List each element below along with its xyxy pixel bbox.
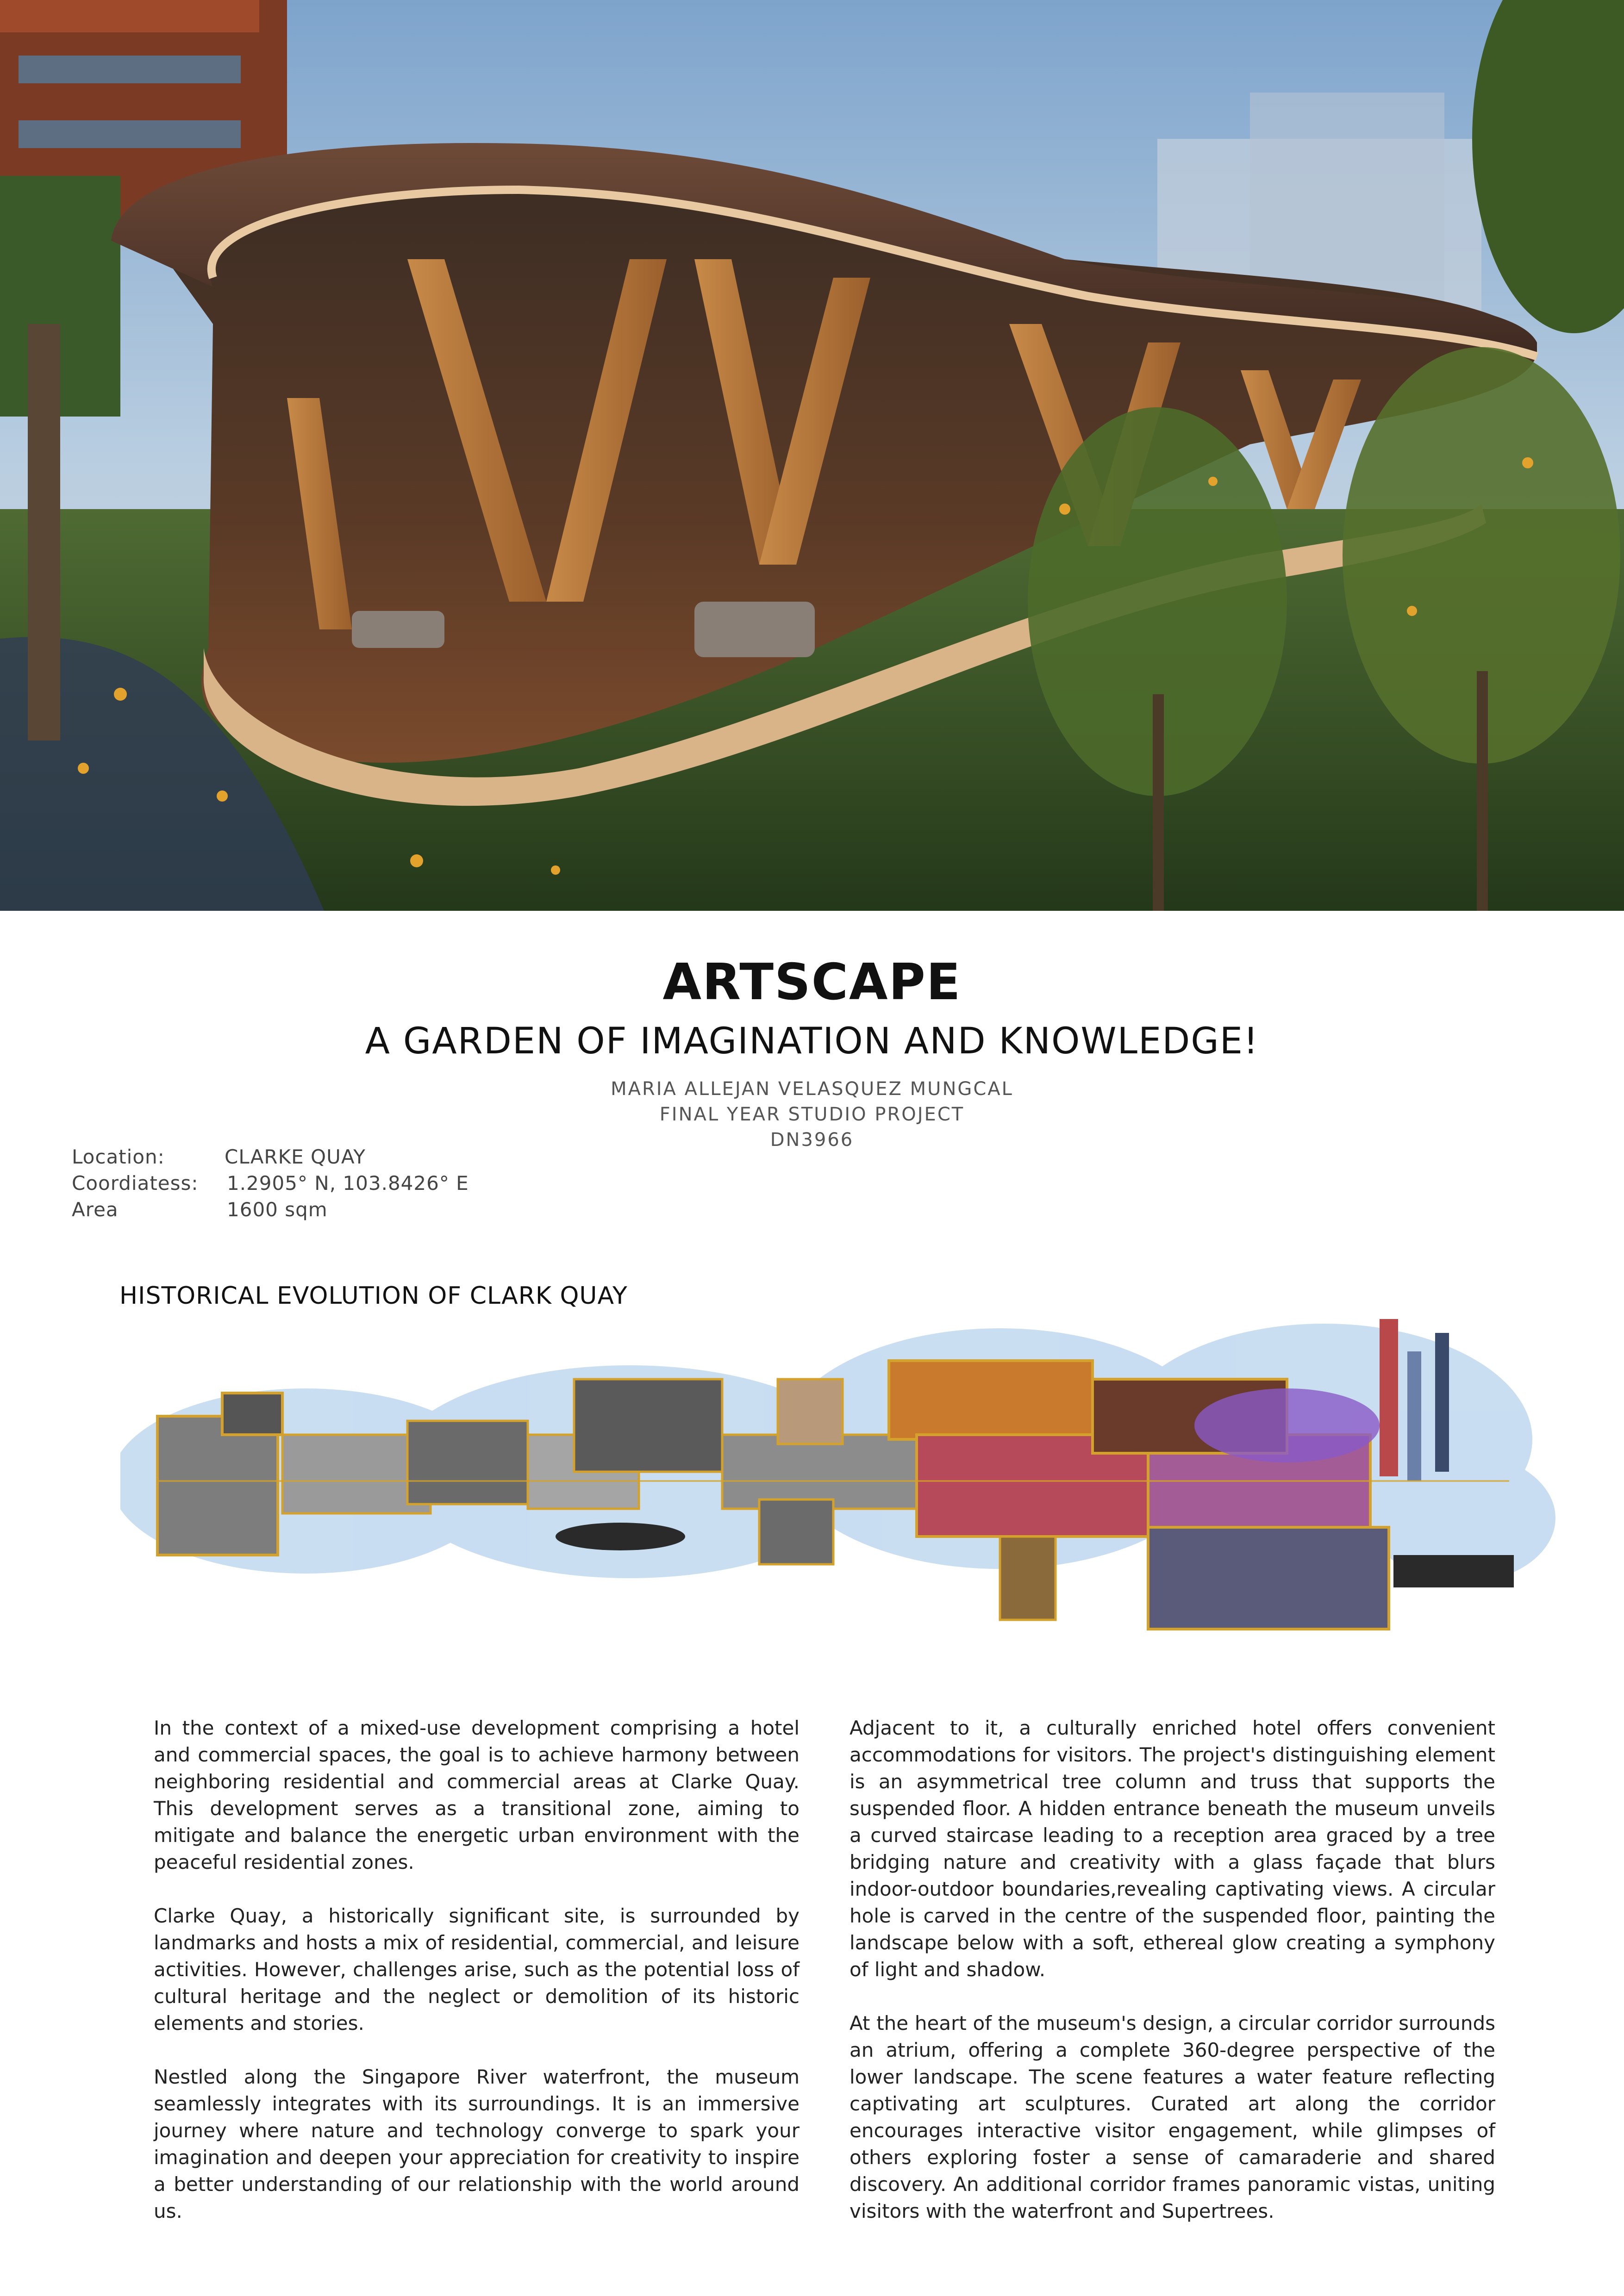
paragraph-site-history: Clarke Quay, a historically significant site, is surrounded by landmarks and hosts a mix of residential, commercial, and leisure activities. However, challenges arise, such as the potential loss of cultural heritage and the neglect or demolition of its historic elements and stories. <box>154 1904 800 2035</box>
paragraph-context: In the context of a mixed-use development comprising a hotel and commercial spaces, the goal is to achieve harmony between neighboring residential and commercial areas at Clarke Quay. This development serves as a transitional zone, aiming to mitigate and balance the energetic urban environment with the peaceful residential zones. <box>154 1717 800 1873</box>
coordinates-value: 1.2905° N, 103.8426° E <box>227 1172 469 1195</box>
location-value: CLARKE QUAY <box>225 1145 366 1168</box>
body-right-column <box>849 1715 1495 2252</box>
paragraph-waterfront: Nestled along the Singapore River waterfront, the museum seamlessly integrates with its surroundings. It is an immersive journey where nature and technology converge to spark your imagination and deepen your appreciation for creativity to inspire a better understanding of our relationship with the world around us. <box>154 2066 800 2222</box>
hero-render-image <box>0 0 1624 911</box>
museum-render-illustration <box>0 0 1624 911</box>
project-type: FINAL YEAR STUDIO PROJECT <box>659 1104 965 1125</box>
paragraph-corridor: At the heart of the museum's design, a circular corridor surrounds an atrium, offering a complete 360-degree perspective of the lower landscape. The scene features a water feature reflecting captivating art sculptures. Curated art along the corridor encourages interactive visitor engagement, while glimpses of others exploring foster a sense of camaraderie and shared discovery. An additional corridor frames panoramic vistas, uniting visitors with the waterfront and Supertrees. <box>849 2012 1495 2222</box>
info-area <box>72 1198 328 1221</box>
project-code: DN3966 <box>770 1129 854 1151</box>
page-subtitle: A GARDEN OF IMAGINATION AND KNOWLEDGE! <box>365 1020 1259 1062</box>
location-label: Location: <box>72 1145 165 1168</box>
paragraph-hotel: Adjacent to it, a culturally enriched hotel offers convenient accommodations for visitors. The project's distinguishing element is an asymmetrical tree column and truss that supports the suspended floor. A hidden entrance beneath the museum unveils a curved staircase leading to a reception area graced by a tree bridging nature and creativity with a glass façade that blurs indoor-outdoor boundaries,revealing captivating views. A circular hole is carved in the centre of the suspended floor, painting the landscape below with a soft, ethereal glow creating a symphony of light and shadow. <box>849 1717 1495 1981</box>
body-left-column <box>154 1715 800 2252</box>
author-name: MARIA ALLEJAN VELASQUEZ MUNGCAL <box>611 1078 1013 1100</box>
area-value: 1600 sqm <box>227 1198 328 1221</box>
info-coordinates <box>72 1172 469 1195</box>
coordinates-label: Coordiatess: <box>72 1172 199 1195</box>
timeline-heading: HISTORICAL EVOLUTION OF CLARK QUAY <box>119 1282 628 1310</box>
page-title: ARTSCAPE <box>662 953 962 1011</box>
info-location <box>72 1145 366 1168</box>
area-label: Area <box>72 1198 119 1221</box>
